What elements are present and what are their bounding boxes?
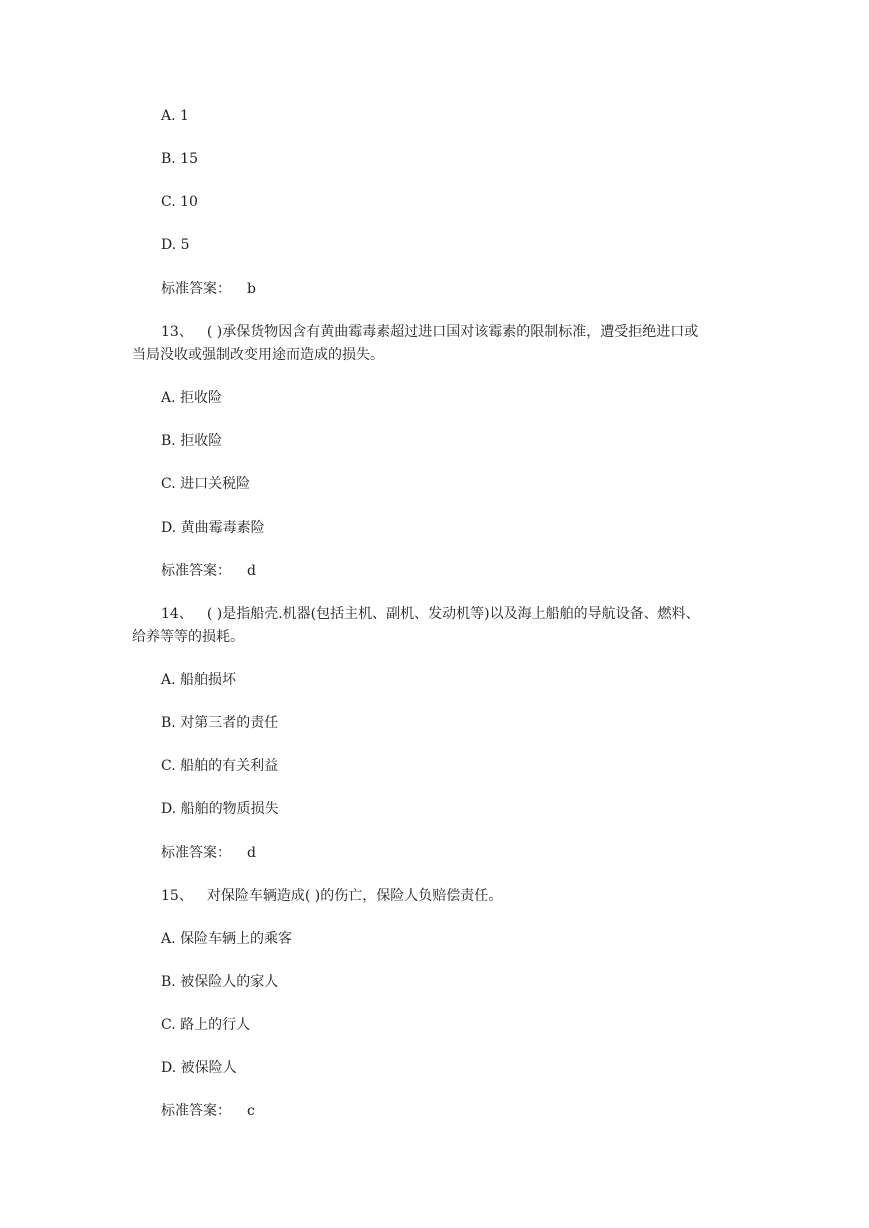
option-b: B. 被保险人的家人 [161, 974, 279, 990]
question-text-line1 [161, 604, 700, 625]
option-d: D. 被保险人 [161, 1060, 237, 1076]
question-stem: ( )是指船壳.机器(包括主机、副机、发动机等)以及海上船舶的导航设备、燃料、 [206, 606, 700, 622]
option-c: C. 进口关税险 [161, 476, 251, 492]
question-text-line2: 给养等等的损耗。 [132, 629, 244, 645]
question-text-line1 [161, 886, 502, 907]
answer-line [161, 279, 256, 300]
option-c: C. 10 [161, 194, 198, 210]
option-a: A. 拒收险 [161, 390, 223, 406]
answer-label: 标准答案： [161, 563, 231, 579]
answer-label: 标准答案： [161, 1103, 231, 1119]
option-a: A. 船舶损坏 [161, 672, 237, 688]
answer-line [161, 1101, 255, 1122]
question-number: 13、 [161, 324, 193, 340]
question-stem: 对保险车辆造成( )的伤亡，保险人负赔偿责任。 [206, 888, 503, 904]
answer-label: 标准答案： [161, 281, 231, 297]
answer-label: 标准答案： [161, 845, 231, 861]
answer-value: d [247, 563, 256, 579]
answer-line [161, 561, 256, 582]
answer-value: d [247, 845, 256, 861]
question-number: 15、 [161, 888, 193, 904]
option-d: D. 5 [161, 237, 190, 253]
question-stem: ( )承保货物因含有黄曲霉毒素超过进口国对该霉素的限制标准，遭受拒绝进口或 [206, 324, 699, 340]
answer-value: b [247, 281, 256, 297]
option-b: B. 对第三者的责任 [161, 715, 279, 731]
answer-line [161, 843, 256, 864]
option-c: C. 路上的行人 [161, 1017, 251, 1033]
option-a: A. 保险车辆上的乘客 [161, 931, 293, 947]
option-d: D. 黄曲霉毒素险 [161, 520, 265, 536]
question-number: 14、 [161, 606, 193, 622]
option-a: A. 1 [161, 108, 189, 124]
answer-value: c [247, 1103, 255, 1119]
question-text-line1 [161, 322, 698, 343]
option-d: D. 船舶的物质损失 [161, 801, 279, 817]
option-c: C. 船舶的有关利益 [161, 758, 279, 774]
option-b: B. 15 [161, 151, 199, 167]
option-b: B. 拒收险 [161, 433, 223, 449]
question-text-line2: 当局没收或强制改变用途而造成的损失。 [132, 347, 384, 363]
